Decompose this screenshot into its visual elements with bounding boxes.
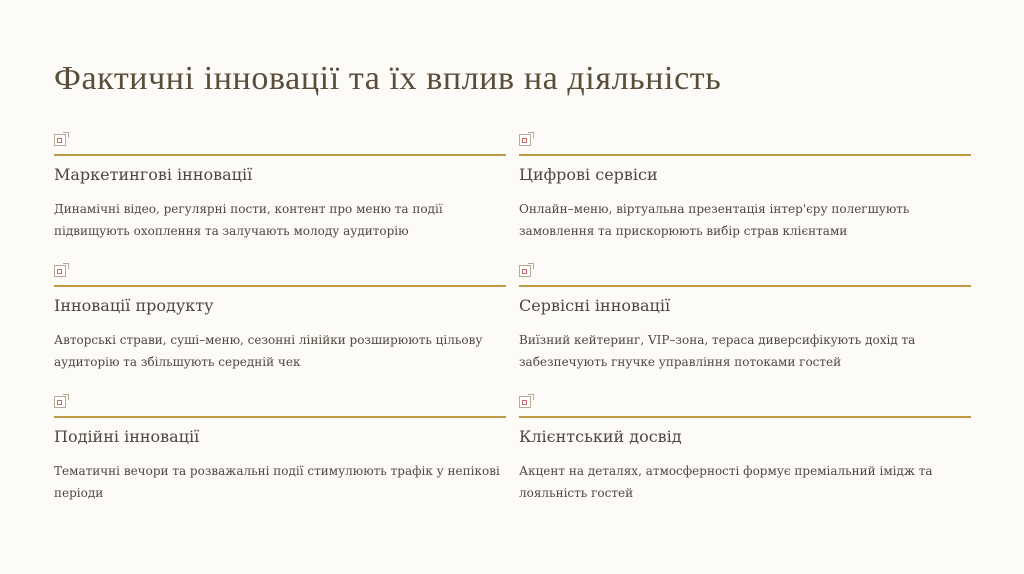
card-heading: Подійні інновації [54, 427, 200, 446]
broken-image-icon [519, 396, 531, 408]
broken-image-icon [519, 265, 531, 277]
card-text: Динамічні відео, регулярні пости, контент про меню та події підвищують охоплення та залучають молоду аудиторію [54, 202, 443, 238]
broken-image-icon [54, 134, 66, 146]
broken-image-icon [54, 396, 66, 408]
card-heading: Цифрові сервіси [519, 165, 658, 184]
card-text: Акцент на деталях, атмосферності формує преміальний імідж та лояльність гостей [519, 464, 933, 500]
card-divider [54, 285, 506, 287]
card-text: Виїзний кейтеринг, VIP–зона, тераса диверсифікують дохід та забезпечують гнучке управління потоками гостей [519, 333, 916, 369]
card-divider [54, 154, 506, 156]
card-digital-services [519, 134, 971, 254]
card-text: Тематичні вечори та розважальні події стимулюють трафік у непікові періоди [54, 464, 500, 500]
broken-image-icon [54, 265, 66, 277]
card-event-innovations [54, 396, 506, 516]
card-divider [54, 416, 506, 418]
card-customer-experience [519, 396, 971, 516]
card-text: Онлайн–меню, віртуальна презентація інтер'єру полегшують замовлення та прискорюють вибір страв клієнтами [519, 202, 910, 238]
card-heading: Клієнтський досвід [519, 427, 682, 446]
card-text: Авторські страви, суші–меню, сезонні лінійки розширюють цільову аудиторію та збільшують середній чек [54, 333, 483, 369]
card-heading: Маркетингові інновації [54, 165, 253, 184]
card-service-innovations [519, 265, 971, 385]
card-product-innovations [54, 265, 506, 385]
card-heading: Сервісні інновації [519, 296, 671, 315]
card-heading: Інновації продукту [54, 296, 214, 315]
broken-image-icon [519, 134, 531, 146]
card-marketing-innovations [54, 134, 506, 254]
card-divider [519, 285, 971, 287]
page-title: Фактичні інновації та їх вплив на діяльність [54, 60, 722, 97]
card-divider [519, 154, 971, 156]
card-divider [519, 416, 971, 418]
